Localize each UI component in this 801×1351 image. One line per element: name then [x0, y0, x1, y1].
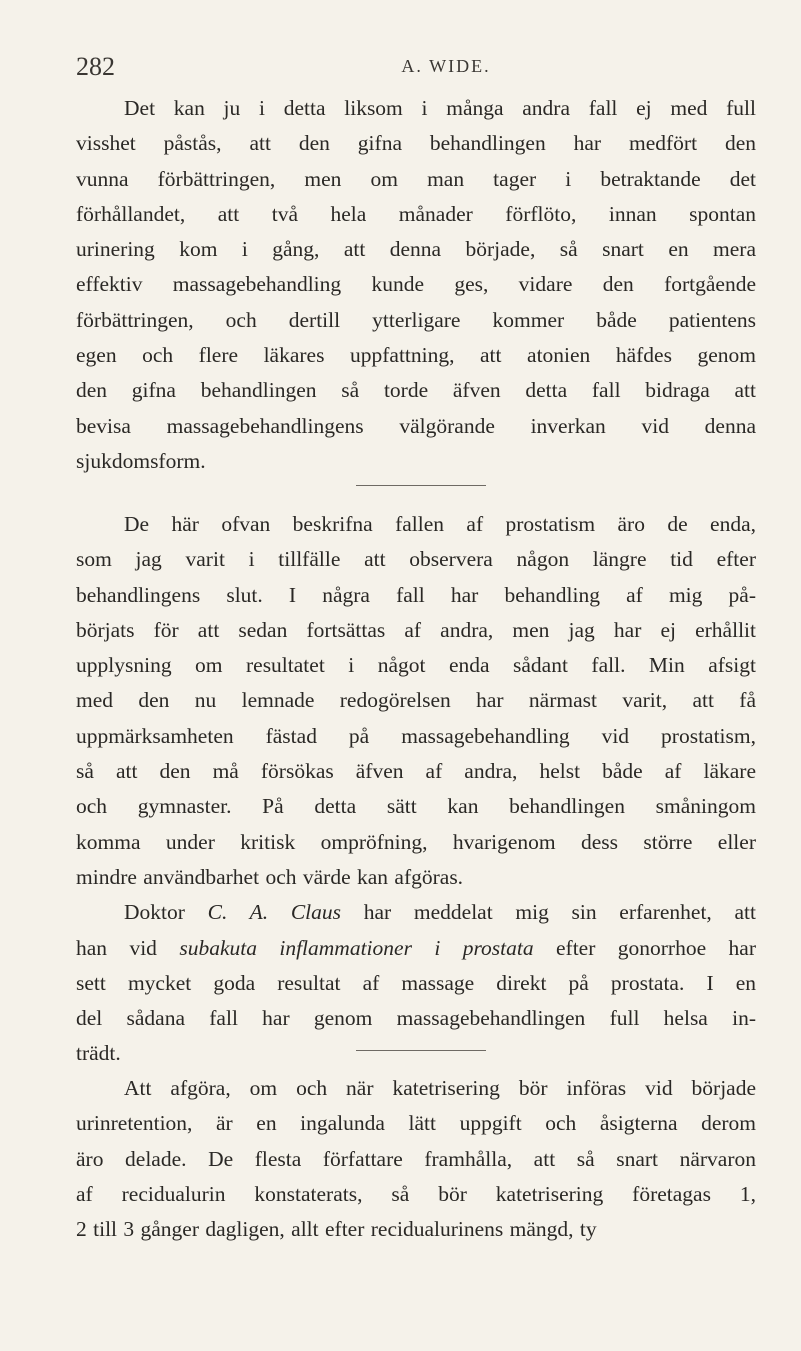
page-header: [76, 46, 756, 86]
text-line: [76, 931, 756, 966]
section-divider: [356, 1050, 486, 1051]
text-line: behandlingens slut. I några fall har behandling af mig på-: [76, 582, 756, 607]
text-line: som jag varit i tillfälle att observera någon längre tid efter: [76, 547, 756, 572]
paragraph-3: [76, 1071, 756, 1247]
text-line: vunna förbättringen, men om man tager i betraktande det: [76, 166, 756, 191]
text-line: förhållandet, att två hela månader förflöto, innan spontan: [76, 201, 756, 226]
text-line: sett mycket goda resultat af massage direkt på prostata. I en: [76, 970, 756, 995]
text-line: effektiv massagebehandling kunde ges, vidare den fortgående: [76, 272, 756, 297]
text-line: af recidualurin konstaterats, så bör katetrisering företagas 1,: [76, 1181, 756, 1206]
text-fragment: han vid: [76, 935, 180, 960]
text-line: upplysning om resultatet i något enda sådant fall. Min afsigt: [76, 653, 756, 678]
text-line: den gifna behandlingen så torde äfven detta fall bidraga att: [76, 378, 756, 403]
text-line: börjats för att sedan fortsättas af andra, men jag har ej erhållit: [76, 617, 756, 642]
section-divider: [356, 485, 486, 486]
text-line: förbättringen, och dertill ytterligare kommer både patientens: [76, 307, 756, 332]
text-line: med den nu lemnade redogörelsen har närmast varit, att få: [76, 688, 756, 713]
text-line: och gymnaster. På detta sätt kan behandlingen småningom: [76, 794, 756, 819]
text-fragment: Doktor: [124, 900, 208, 925]
text-line: äro delade. De flesta författare framhålla, att så snart närvaron: [76, 1146, 756, 1171]
text-line: del sådana fall har genom massagebehandlingen full helsa in-: [76, 1006, 756, 1031]
text-fragment: har meddelat mig sin erfarenhet, att: [341, 900, 756, 925]
italic-term: subakuta inflammationer i prostata: [179, 935, 534, 960]
text-line: sjukdomsform.: [76, 448, 206, 473]
running-head: A. WIDE.: [401, 56, 491, 76]
text-line: bevisa massagebehandlingens välgörande inverkan vid denna: [76, 413, 756, 438]
paragraph-1: [76, 91, 756, 479]
text-line: Det kan ju i detta liksom i många andra fall ej med full: [124, 96, 756, 120]
text-line: egen och flere läkares uppfattning, att atonien häfdes genom: [76, 343, 756, 368]
page-number: 282: [76, 52, 115, 81]
text-line: trädt.: [76, 1041, 121, 1066]
text-line: uppmärksamheten fästad på massagebehandling vid prostatism,: [76, 723, 756, 748]
text-line: urinering kom i gång, att denna började, så snart en mera: [76, 237, 756, 262]
text-line: De här ofvan beskrifna fallen af prostatism äro de enda,: [124, 512, 756, 536]
text-fragment: efter gonorrhoe har: [533, 935, 756, 960]
text-line: komma under kritisk ompröfning, hvarigenom dess större eller: [76, 829, 756, 854]
text-line: Att afgöra, om och när katetrisering bör införas vid började: [124, 1076, 756, 1100]
text-line: 2 till 3 gånger dagligen, allt efter recidualurinens mängd, ty: [76, 1217, 597, 1242]
text-line: mindre användbarhet och värde kan afgöras.: [76, 864, 464, 889]
text-line: visshet påstås, att den gifna behandlingen har medfört den: [76, 131, 756, 156]
text-line: så att den må försökas äfven af andra, helst både af läkare: [76, 759, 756, 784]
text-line: [76, 895, 756, 930]
text-line: urinretention, är en ingalunda lätt uppgift och åsigterna derom: [76, 1111, 756, 1136]
paragraph-2: [76, 507, 756, 1072]
doctor-name: C. A. Claus: [207, 900, 342, 925]
